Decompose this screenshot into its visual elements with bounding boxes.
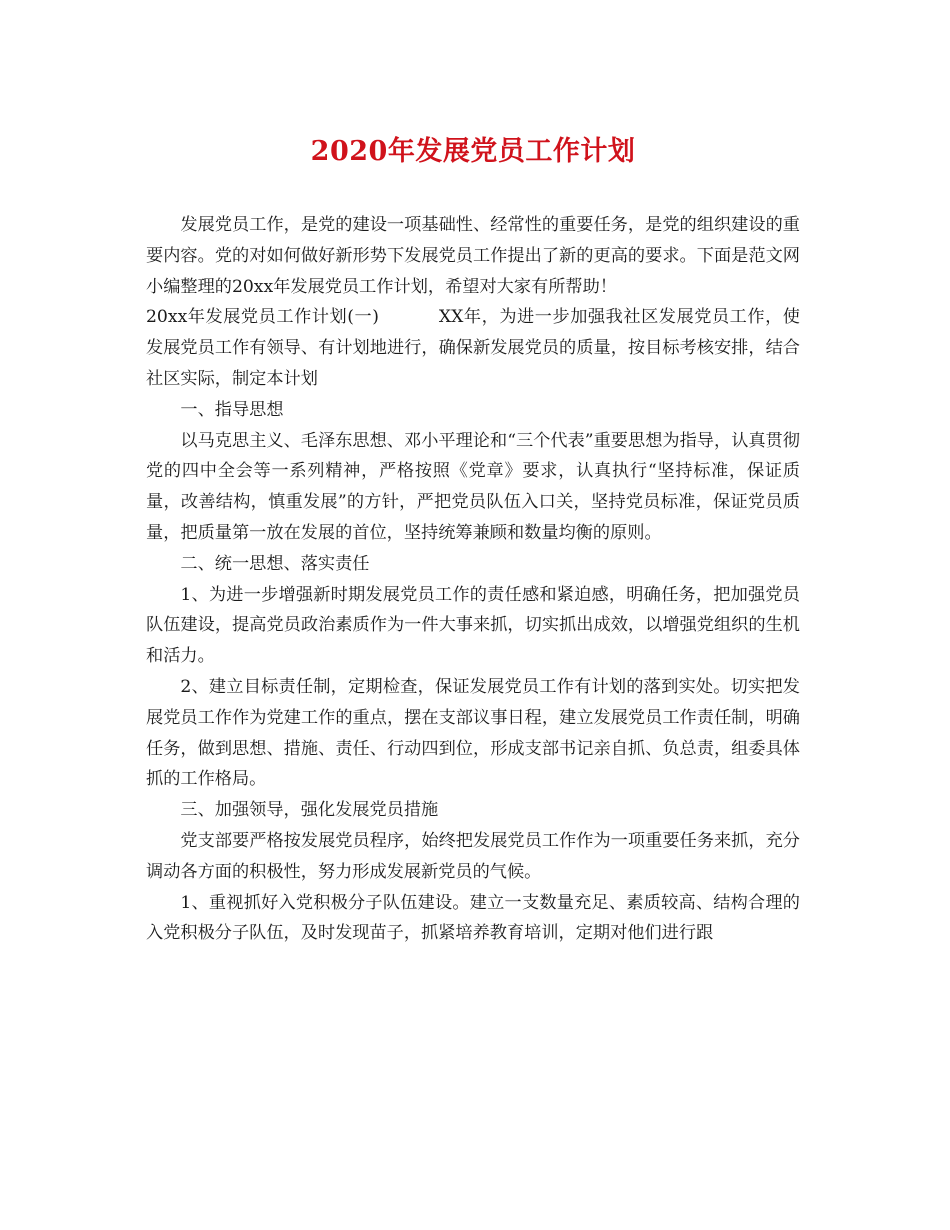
paragraph-leadership: 党支部要严格按发展党员程序，始终把发展党员工作作为一项重要任务来抓，充分调动各方面的积极性，努力形成发展新党员的气候。 xyxy=(146,830,800,882)
plan-intro-text: XX年，为进一步加强我社区发展党员工作，使发展党员工作有领导、有计划地进行，确保新发展党员的质量，按目标考核安排，结合社区实际，制定本计划 xyxy=(146,307,800,389)
paragraph-guiding-thought: 以马克思主义、毛泽东思想、邓小平理论和“三个代表”重要思想为指导，认真贯彻党的四中全会等一系列精神，严格按照《党章》要求，认真执行“坚持标准，保证质量，改善结构，慎重发展”的方针，严把党员队伍入口关，坚持党员标准，保证党员质量，把质量第一放在发展的首位，坚持统筹兼顾和数量均衡的原则。 xyxy=(146,430,800,543)
paragraph-plan-one xyxy=(146,302,800,394)
document-body xyxy=(146,210,800,949)
document-title: 2020年发展党员工作计划 xyxy=(310,136,636,167)
section-heading-guiding-thought: 一、指导思想 xyxy=(180,399,284,420)
section-heading-leadership: 三、加强领导，强化发展党员措施 xyxy=(180,800,439,821)
paragraph-intro: 发展党员工作，是党的建设一项基础性、经常性的重要任务，是党的组织建设的重要内容。党的对如何做好新形势下发展党员工作提出了新的更高的要求。下面是范文网小编整理的20xx年发展党员工作计划，希望对大家有所帮助！ xyxy=(146,215,800,297)
paragraph-activists: 1、重视抓好入党积极分子队伍建设。建立一支数量充足、素质较高、结构合理的入党积极分子队伍，及时发现苗子，抓紧培养教育培训，定期对他们进行跟 xyxy=(146,892,800,944)
plan-heading: 20xx年发展党员工作计划(一) xyxy=(146,307,379,328)
paragraph-responsibility-2: 2、建立目标责任制，定期检查，保证发展党员工作有计划的落到实处。切实把发展党员工作作为党建工作的重点，摆在支部议事日程，建立发展党员工作责任制，明确任务，做到思想、措施、责任、行动四到位，形成支部书记亲自抓、负总责，组委具体抓的工作格局。 xyxy=(146,676,800,790)
section-heading-responsibility: 二、统一思想、落实责任 xyxy=(180,553,370,574)
paragraph-responsibility-1: 1、为进一步增强新时期发展党员工作的责任感和紧迫感，明确任务，把加强党员队伍建设，提高党员政治素质作为一件大事来抓，切实抓出成效，以增强党组织的生机和活力。 xyxy=(146,584,800,667)
